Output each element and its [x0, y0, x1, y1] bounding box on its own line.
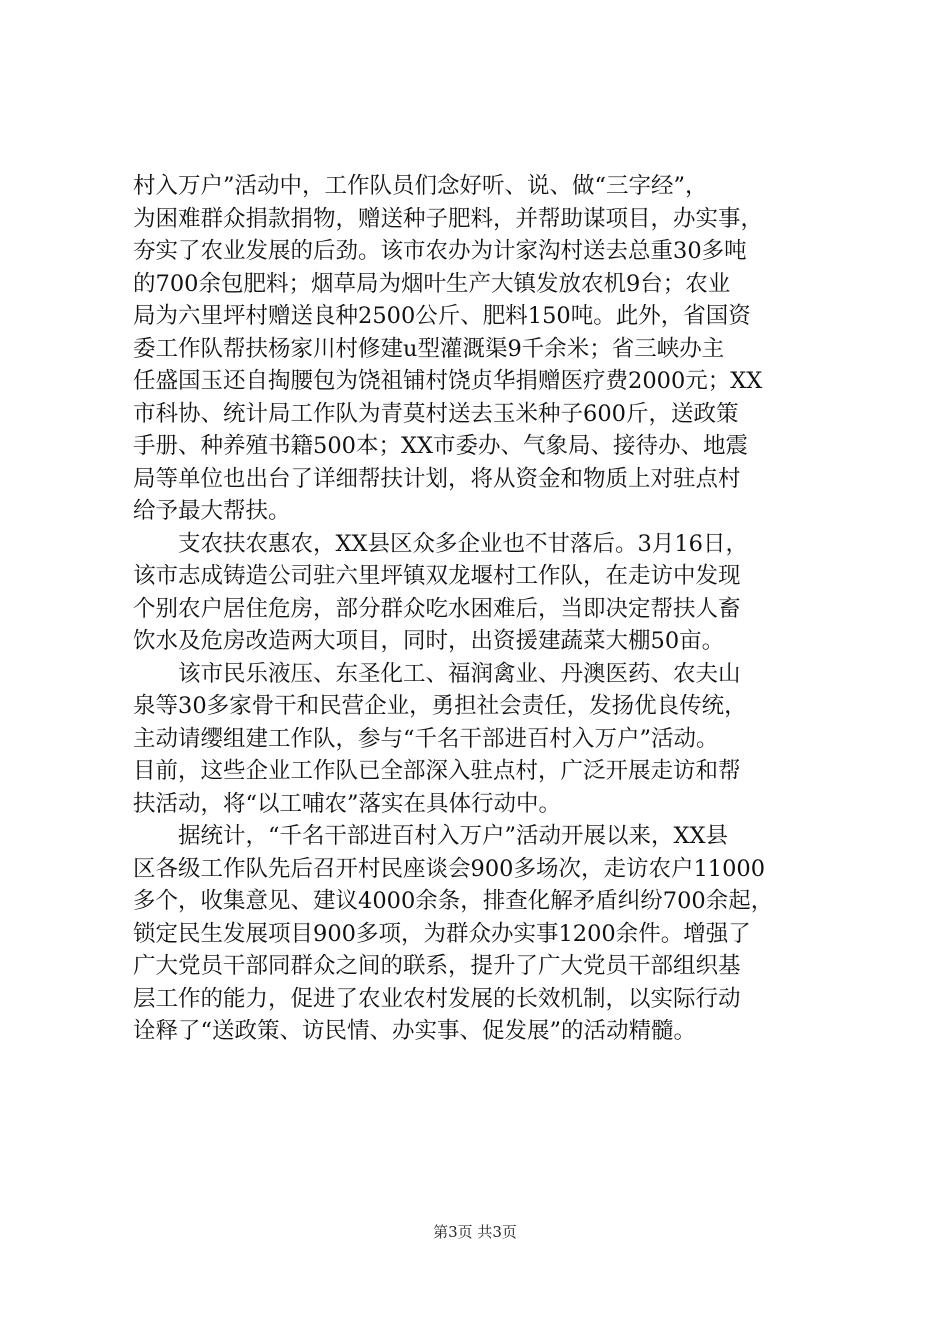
- text-line: 市科协、统计局工作队为青莫村送去玉米种子600斤，送政策: [133, 400, 739, 427]
- text-line: 手册、种养殖书籍500本；XX市委办、气象局、接待办、地震: [133, 433, 748, 459]
- text-line: 村入万户”活动中，工作队员们念好听、说、做“三字经”，: [133, 173, 708, 199]
- text-line: 委工作队帮扶杨家川村修建u型灌溉渠9千余米；省三峡办主: [133, 335, 725, 362]
- text-line: 夯实了农业发展的后劲。该市农办为计家沟村送去总重30多吨: [133, 238, 747, 264]
- text-line: 局为六里坪村赠送良种2500公斤、肥料150吨。此外，省国资: [133, 303, 751, 329]
- text-line: 扶活动，将“以工哺农”落实在具体行动中。: [133, 790, 562, 817]
- text-line: 任盛国玉还自掏腰包为饶祖铺村饶贞华捐赠医疗费2000元；XX: [133, 368, 763, 394]
- text-line: 个别农户居住危房，部分群众吃水困难后，当即决定帮扶人畜: [133, 595, 741, 622]
- text-line: 泉等30多家骨干和民营企业，勇担社会责任，发扬优良传统，: [133, 693, 747, 719]
- text-line: 局等单位也出台了详细帮扶计划，将从资金和物质上对驻点村: [133, 465, 741, 492]
- page-number-footer: 第3页 共3页: [433, 1223, 517, 1241]
- text-line: 广大党员干部同群众之间的联系，提升了广大党员干部组织基: [133, 953, 741, 979]
- text-line: 层工作的能力，促进了农业农村发展的长效机制，以实际行动: [133, 985, 741, 1012]
- text-line: 主动请缨组建工作队，参与“千名干部进百村入万户”活动。: [133, 725, 719, 752]
- text-line: 多个，收集意见、建议4000余条，排查化解矛盾纠纷700余起，: [133, 888, 774, 914]
- text-line: 该市志成铸造公司驻六里坪镇双龙堰村工作队，在走访中发现: [133, 563, 741, 589]
- text-line: 饮水及危房改造两大项目，同时，出资援建蔬菜大棚50亩。: [133, 628, 725, 654]
- text-line: 锁定民生发展项目900多项，为群众办实事1200余件。增强了: [133, 920, 751, 947]
- body-text: [133, 170, 823, 1048]
- text-line: 支农扶农惠农，XX县区众多企业也不甘落后。3月16日，: [133, 530, 748, 557]
- text-line: 的700余包肥料；烟草局为烟叶生产大镇发放农机9台；农业: [133, 270, 731, 297]
- text-line: 诠释了“送政策、访民情、办实事、促发展”的活动精髓。: [133, 1018, 697, 1044]
- text-line: 为困难群众捐款捐物，赠送种子肥料，并帮助谋项目，办实事，: [133, 205, 764, 232]
- text-line: 给予最大帮扶。: [133, 498, 291, 524]
- text-line: 据统计，“千名干部进百村入万户”活动开展以来，XX县: [133, 823, 729, 849]
- text-line: 该市民乐液压、东圣化工、福润禽业、丹澳医药、农夫山: [133, 660, 741, 687]
- text-line: 目前，这些企业工作队已全部深入驻点村，广泛开展走访和帮: [133, 758, 741, 784]
- text-line: 区各级工作队先后召开村民座谈会900多场次，走访农户11000: [133, 855, 766, 882]
